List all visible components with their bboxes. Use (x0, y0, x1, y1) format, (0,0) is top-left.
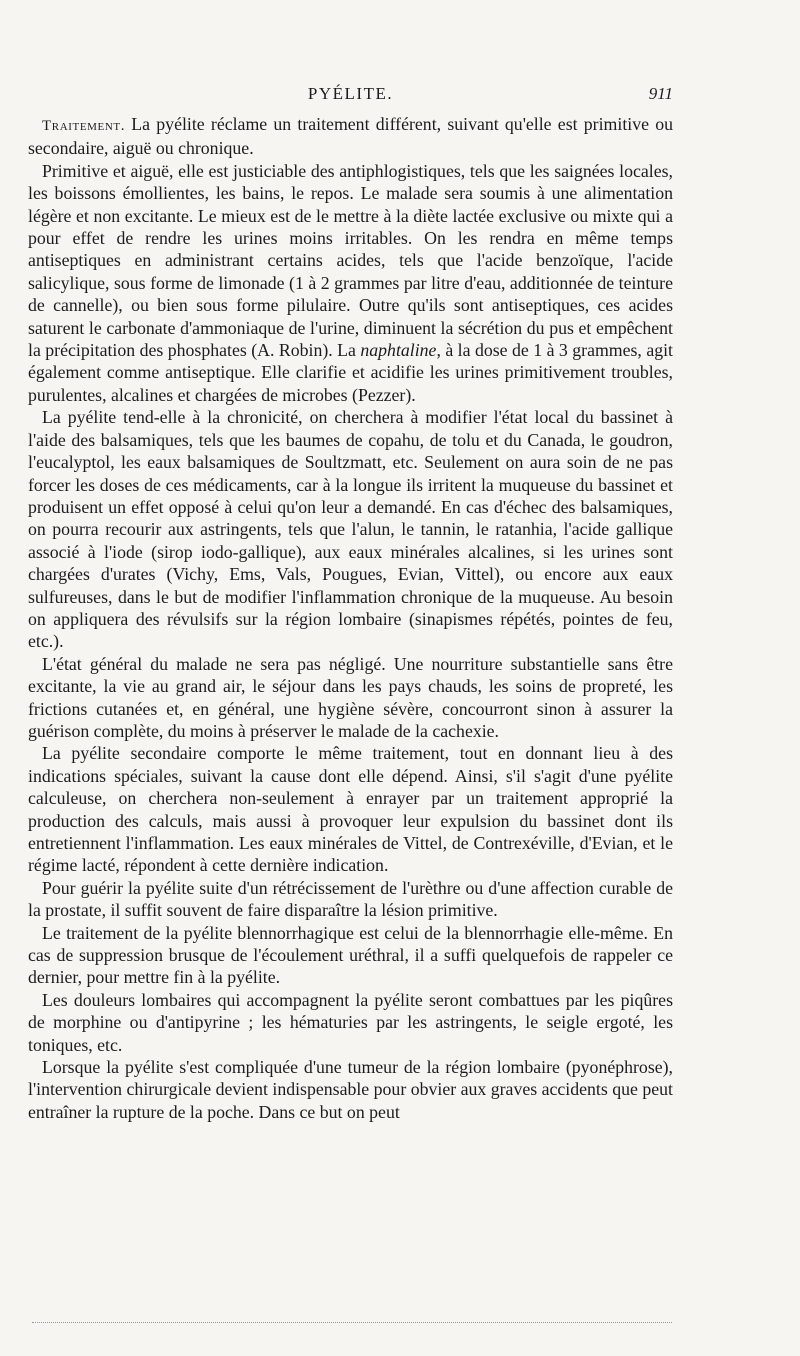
paragraph-urethra: Pour guérir la pyélite suite d'un rétrécissement de l'urèthre ou d'une affection curable de la prostate, il suffit souvent de faire disparaître la lésion primitive. (28, 877, 673, 921)
running-title: PYÉLITE. (307, 84, 394, 103)
paragraph-lumbar-pain: Les douleurs lombaires qui accompagnent la pyélite seront combattues par les piqûres de morphine ou d'antipyrine ; les hématuries par les astringents, le seigle ergoté, les toniques, etc. (28, 989, 673, 1055)
intro-text: La pyélite réclame un traitement différent, suivant qu'elle est primitive ou secondaire, aiguë ou chronique. (28, 114, 673, 159)
section-label: Traitement. (42, 118, 126, 134)
paragraph-primitive (28, 160, 673, 406)
paragraph-blennorrhagic: Le traitement de la pyélite blennorrhagique est celui de la blennorrhagie elle-même. En cas de suppression brusque de l'écoulement uréthral, il a suffi quelquefois de rappeler ce dernier, pour mettre fin à la pyélite. (28, 922, 673, 988)
paragraph-text: , à la dose de 1 à 3 grammes, agit également comme antiseptique. Elle clarifie et acidifie les urines primitivement troubles, purulentes, alcalines et chargées de microbes (Pezzer). (28, 340, 673, 405)
page-header (28, 84, 673, 108)
paragraph-chronic: La pyélite tend-elle à la chronicité, on cherchera à modifier l'état local du bassinet à l'aide des balsamiques, tels que les baumes de copahu, de tolu et du Canada, le goudron, l'eucalyptol, les eaux balsamiques de Soultzmatt, etc. Seulement on aura soin de ne pas forcer les doses de ces médicaments, car à la longue ils irritent la muqueuse du bassinet et produisent un effet opposé à celui qu'on leur a demandé. En cas d'échec des balsamiques, on pourra recourir aux astringents, tels que l'alun, le tannin, le ratanhia, l'acide gallique associé à l'iode (sirop iodo-gallique), aux eaux minérales alcalines, si les urines sont chargées d'urates (Vichy, Ems, Vals, Pougues, Evian, Vittel), ou encore aux eaux sulfureuses, dans le but de modifier l'inflammation chronique de la muqueuse. Au besoin on appliquera des révulsifs sur la région lombaire (sinapismes répétés, pointes de feu, etc.). (28, 407, 673, 652)
paragraph-pyonephrosis: Lorsque la pyélite s'est compliquée d'une tumeur de la région lombaire (pyonéphrose), l'intervention chirurgicale devient indispensable pour obvier aux graves accidents que peut entraîner la rupture de la poche. Dans ce but on peut (28, 1057, 673, 1122)
page-number: 911 (648, 84, 673, 103)
paragraph-text: Primitive et aiguë, elle est justiciable des antiphlogistiques, tels que les saignées locales, les boissons émollientes, les bains, le repos. Le malade sera soumis à une alimentation légère et non excitante. Le mieux est de le mettre à la diète lactée exclusive ou mixte qui a pour effet de rendre les urines moins irritables. On les rendra en même temps antiseptiques en administrant certains acides, tels que l'acide benzoïque, l'acide salicylique, sous forme de limonade (1 à 2 grammes par litre d'eau, additionnée de teinture de cannelle), ou bien sous forme pilulaire. Outre qu'ils sont antiseptiques, ces acides saturent le carbonate d'ammoniaque de l'urine, diminuent la sécrétion du pus et empêchent la précipitation des phosphates (A. Robin). La (28, 160, 673, 361)
paragraph-treatment-intro (28, 113, 673, 160)
book-page (28, 0, 673, 1356)
body-text (28, 113, 673, 1123)
italic-term: naphtaline (360, 340, 437, 361)
bottom-scan-noise (32, 1322, 672, 1323)
paragraph-secondary: La pyélite secondaire comporte le même traitement, tout en donnant lieu à des indications spéciales, suivant la cause dont elle dépend. Ainsi, s'il s'agit d'une pyélite calculeuse, on cherchera non-seulement à enrayer par un traitement approprié la production des calculs, mais aussi à provoquer leur expulsion du bassinet dont ils entretiennent l'inflammation. Les eaux minérales de Vittel, de Contrexéville, d'Evian, et le régime lacté, répondent à cette dernière indication. (28, 743, 673, 876)
paragraph-general-state: L'état général du malade ne sera pas négligé. Une nourriture substantielle sans être excitante, la vie au grand air, le séjour dans les pays chauds, les soins de propreté, les frictions cutanées et, en général, une hygiène sévère, concourront sinon à assurer la guérison complète, du moins à préserver le malade de la cachexie. (28, 653, 673, 741)
